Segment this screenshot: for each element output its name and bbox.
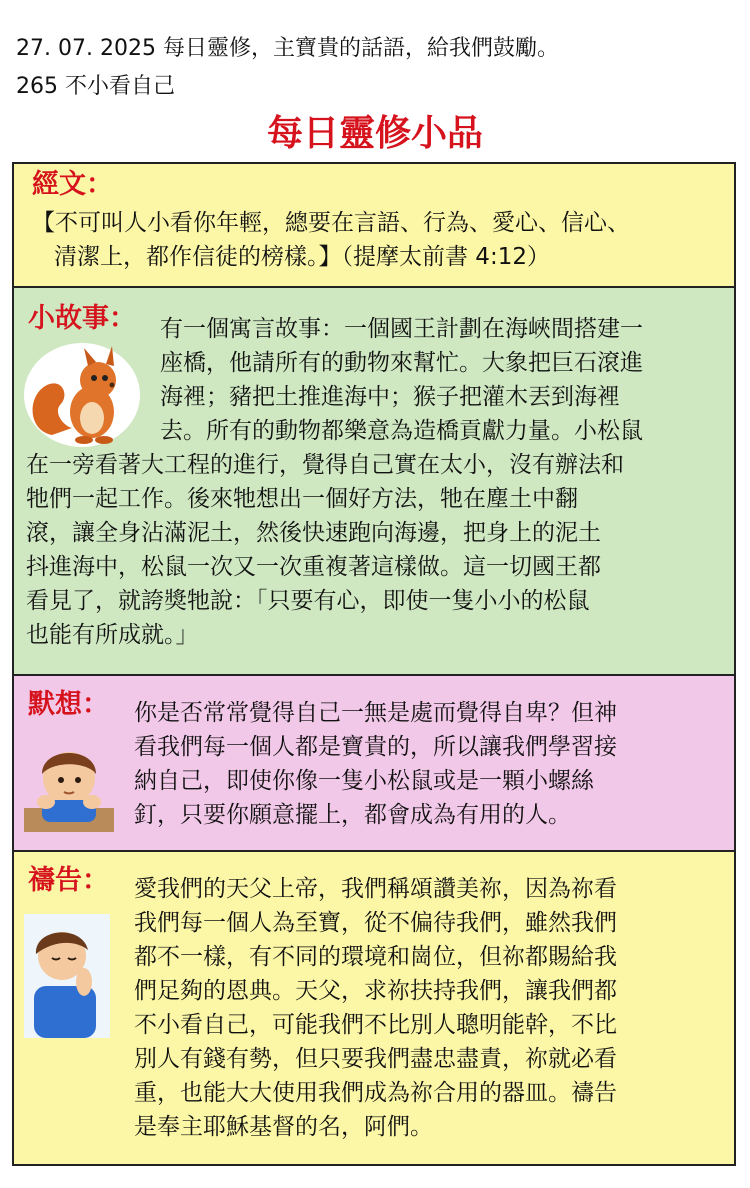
- story-line: 在一旁看著大工程的進行，覺得自己實在太小，沒有辦法和: [26, 452, 624, 478]
- story-label: 小故事：: [28, 303, 136, 334]
- page-title: 每日靈修小品: [266, 113, 483, 154]
- prayer-line: 重，也能大大使用我們成為祢合用的器皿。禱告: [134, 1080, 617, 1106]
- meditation-section: [14, 674, 734, 850]
- meditation-label: 默想：: [28, 689, 109, 720]
- prayer-line: 我們每一個人為至寶，從不偏待我們，雖然我們: [134, 910, 617, 936]
- story-line: 也能有所成就。」: [26, 622, 199, 648]
- meditation-line: 看我們每一個人都是寶貴的，所以讓我們學習接: [134, 734, 617, 760]
- story-text-top: [160, 312, 643, 448]
- prayer-line: 不小看自己，可能我們不比別人聰明能幹，不比: [134, 1012, 617, 1038]
- prayer-text: [134, 872, 617, 1144]
- scripture-line: 清潔上，都作信徒的榜樣。】（提摩太前書 4:12）: [54, 244, 550, 270]
- story-line: 座橋，他請所有的動物來幫忙。大象把巨石滾進: [160, 350, 643, 376]
- prayer-label: 禱告：: [28, 865, 109, 896]
- prayer-line: 都不一樣，有不同的環境和崗位，但祢都賜給我: [134, 944, 617, 970]
- praying-boy-illustration: [24, 914, 110, 1038]
- story-line: 抖進海中，松鼠一次又一次重複著這樣做。這一切國王都: [26, 554, 601, 580]
- prayer-line: 們足夠的恩典。天父，求祢扶持我們，讓我們都: [134, 978, 617, 1004]
- meditation-text: [134, 696, 617, 832]
- meditation-line: 釘，只要你願意擺上，都會成為有用的人。: [134, 802, 571, 828]
- story-line: 去。所有的動物都樂意為造橋貢獻力量。小松鼠: [160, 418, 643, 444]
- thinking-boy-illustration: [24, 732, 114, 832]
- prayer-section: [14, 850, 734, 1164]
- date-line: 27. 07. 2025 每日靈修，主寶貴的話語，給我們鼓勵。: [16, 36, 559, 61]
- squirrel-illustration: [22, 340, 142, 450]
- header: [16, 30, 736, 106]
- story-line: 海裡；豬把土推進海中；猴子把灌木丟到海裡: [160, 384, 620, 410]
- scripture-section: [14, 164, 734, 286]
- story-line: 有一個寓言故事：一個國王計劃在海峽間搭建一: [160, 316, 643, 342]
- devotional-frame: [12, 162, 736, 1166]
- story-line: 看見了，就誇獎牠說：「只要有心，即使一隻小小的松鼠: [26, 588, 590, 614]
- scripture-line: 【不可叫人小看你年輕，總要在言語、行為、愛心、信心、: [32, 210, 630, 236]
- scripture-label: 經文：: [32, 169, 113, 200]
- prayer-line: 是奉主耶穌基督的名，阿們。: [134, 1114, 433, 1140]
- prayer-line: 別人有錢有勢，但只要我們盡忠盡責，祢就必看: [134, 1046, 617, 1072]
- prayer-line: 愛我們的天父上帝，我們稱頌讚美祢，因為祢看: [134, 876, 617, 902]
- story-line: 牠們一起工作。後來牠想出一個好方法，牠在塵土中翻: [26, 486, 578, 512]
- story-text-bottom: [26, 448, 624, 652]
- entry-title: 265 不小看自己: [16, 74, 175, 99]
- meditation-line: 納自己，即使你像一隻小松鼠或是一顆小螺絲: [134, 768, 594, 794]
- meditation-line: 你是否常常覺得自己一無是處而覺得自卑？但神: [134, 700, 617, 726]
- story-section: [14, 286, 734, 674]
- scripture-text: [32, 206, 630, 274]
- story-line: 滾，讓全身沾滿泥土，然後快速跑向海邊，把身上的泥土: [26, 520, 601, 546]
